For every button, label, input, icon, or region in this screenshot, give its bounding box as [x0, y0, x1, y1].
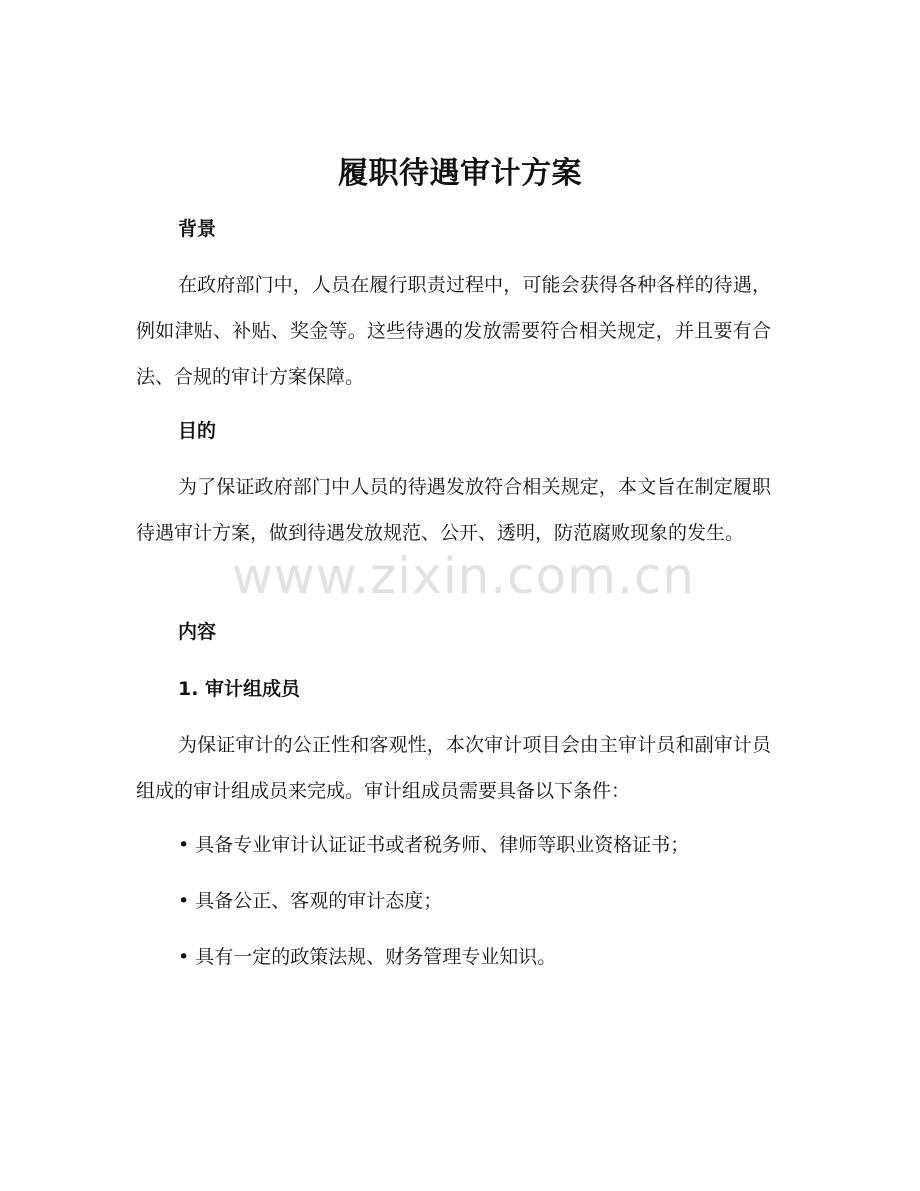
paragraph-audit-team: 为保证审计的公正性和客观性，本次审计项目会由主审计员和副审计员组成的审计组成员来完成。审计组成员需要具备以下条件： — [136, 734, 771, 802]
section-heading-purpose: 目的 — [178, 420, 217, 442]
bullet-item: • 具备专业审计认证证书或者税务师、律师等职业资格证书； — [178, 834, 690, 856]
section-heading-background: 背景 — [178, 218, 217, 240]
subheading-audit-team: 1. 审计组成员 — [178, 678, 301, 700]
watermark: www.zixin.com.cn — [232, 547, 696, 605]
bullet-item: • 具有一定的政策法规、财务管理专业知识。 — [178, 946, 557, 968]
document-title: 履职待遇审计方案 — [338, 156, 582, 191]
section-heading-content: 内容 — [178, 621, 217, 643]
paragraph-background: 在政府部门中，人员在履行职责过程中，可能会获得各种各样的待遇，例如津贴、补贴、奖金等。这些待遇的发放需要符合相关规定，并且要有合法、合规的审计方案保障。 — [136, 274, 771, 388]
bullet-item: • 具备公正、客观的审计态度； — [178, 890, 443, 912]
paragraph-purpose: 为了保证政府部门中人员的待遇发放符合相关规定，本文旨在制定履职待遇审计方案，做到待遇发放规范、公开、透明，防范腐败现象的发生。 — [136, 476, 771, 544]
